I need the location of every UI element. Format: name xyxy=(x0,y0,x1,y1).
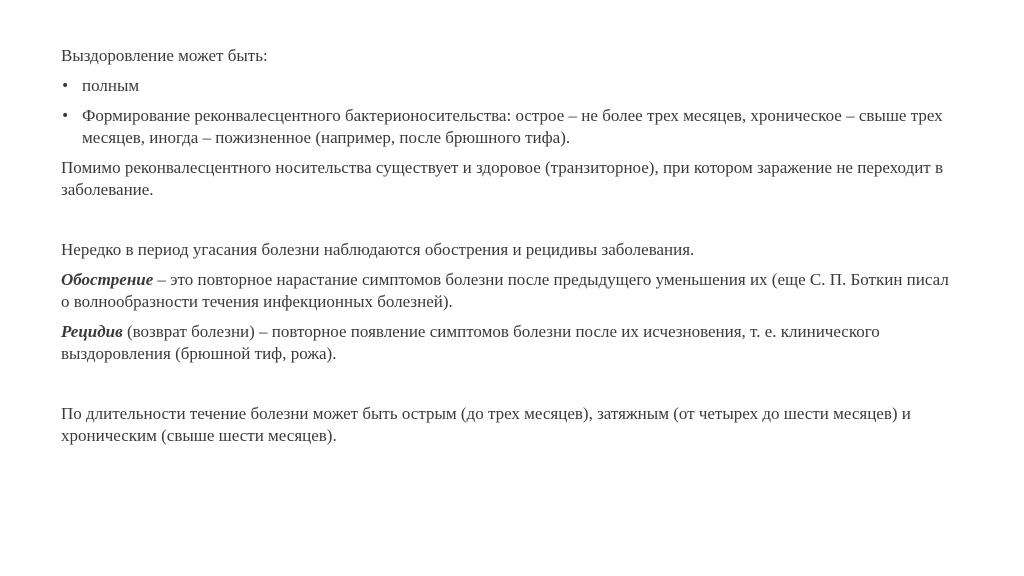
term-exacerbation: Обострение xyxy=(61,270,154,289)
definition-text: – это повторное нарастание симптомов болезни после предыдущего уменьшения их (еще С. П. Боткин писал о волнообразности течения инфекционных болезней). xyxy=(61,270,949,311)
bullet-text: Формирование реконвалесцентного бактерионосительства: острое – не более трех месяцев, хроническое – свыше трех месяцев, иногда – пожизненное (например, после брюшного тифа). xyxy=(82,106,943,147)
definition-text: (возврат болезни) – повторное появление симптомов болезни после их исчезновения, т. е. клинического выздоровления (брюшной тиф, рожа). xyxy=(61,322,880,363)
term-relapse: Рецидив xyxy=(61,322,123,341)
spacer xyxy=(61,209,951,239)
exacerbation-intro: Нередко в период угасания болезни наблюдаются обострения и рецидивы заболевания. xyxy=(61,240,695,259)
bullet-item-full xyxy=(61,75,951,97)
definition-exacerbation xyxy=(61,269,951,313)
recovery-bullet-list xyxy=(61,75,951,149)
recovery-heading: Выздоровление может быть: xyxy=(61,46,268,65)
bullet-dot-icon: • xyxy=(61,78,70,94)
definition-relapse xyxy=(61,321,951,365)
healthy-carrier-note: Помимо реконвалесцентного носительства существует и здоровое (транзиторное), при котором заражение не переходит в заболевание. xyxy=(61,158,943,199)
spacer xyxy=(61,373,951,403)
duration-paragraph: По длительности течение болезни может быть острым (до трех месяцев), затяжным (от четырех до шести месяцев) и хроническим (свыше шести месяцев). xyxy=(61,404,911,445)
bullet-text: полным xyxy=(82,76,140,95)
slide-content xyxy=(61,45,951,455)
bullet-dot-icon: • xyxy=(61,108,70,124)
bullet-item-carrier xyxy=(61,105,951,149)
